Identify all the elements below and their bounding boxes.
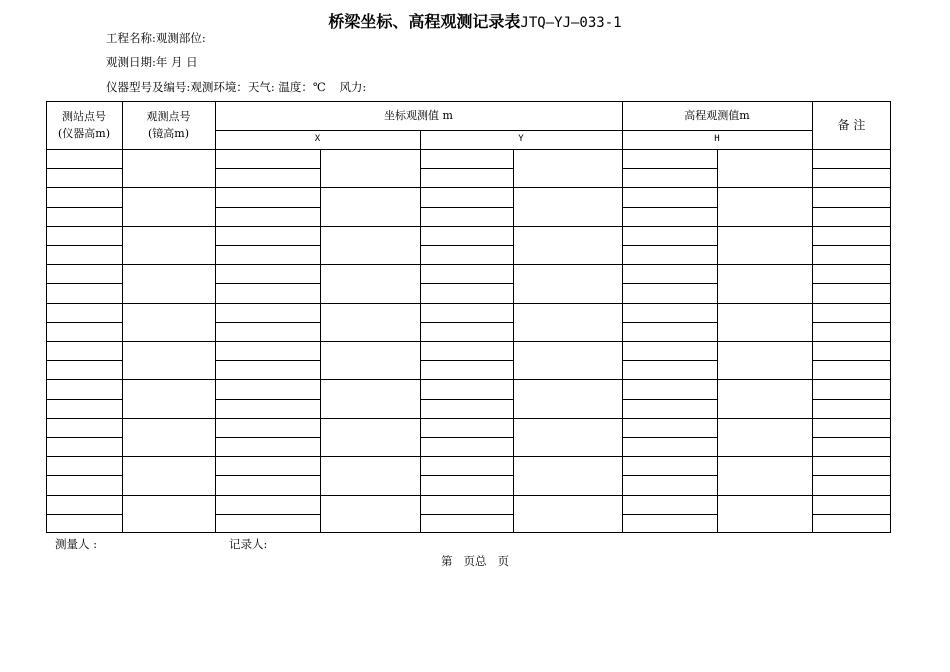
header-elevation: 高程观测值m xyxy=(684,109,750,122)
page-counter: 第 页总 页 xyxy=(441,554,509,568)
recorder-field xyxy=(229,536,267,552)
location-label: 观测部位: xyxy=(155,31,206,45)
header-station xyxy=(46,108,122,142)
info-line-instrument xyxy=(106,79,366,95)
date-units: 年 月 日 xyxy=(155,55,198,69)
header-obs-line1: 观测点号 xyxy=(146,110,191,123)
project-label: 工程名称: xyxy=(106,31,156,45)
surveyor-label: 测量人 : xyxy=(55,537,98,551)
table-grid-lines xyxy=(46,101,891,534)
form-title xyxy=(0,9,950,32)
environment-label: 观测环境：天气: xyxy=(190,80,275,94)
info-line-date xyxy=(106,54,198,70)
form-title-text: 桥梁坐标、高程观测记录表 xyxy=(328,12,521,31)
date-label: 观测日期: xyxy=(106,55,156,69)
subheader-y: Y xyxy=(518,134,524,144)
header-remark: 备 注 xyxy=(837,118,866,132)
record-table xyxy=(46,101,891,533)
instrument-label: 仪器型号及编号: xyxy=(106,80,191,94)
surveyor-field xyxy=(55,536,97,552)
header-station-line1: 测站点号 xyxy=(62,110,106,123)
recorder-label: 记录人: xyxy=(229,537,268,551)
header-station-line2: (仪器高m) xyxy=(57,127,110,140)
info-line-project xyxy=(106,30,206,46)
wind-label: 风力: xyxy=(339,80,367,94)
form-code: JTQ—YJ—033-1 xyxy=(520,15,622,31)
header-coordinates: 坐标观测值 m xyxy=(384,109,453,122)
header-obs-line2: (镜高m) xyxy=(147,127,189,140)
temperature-label: 温度：℃ xyxy=(278,80,326,94)
subheader-x: X xyxy=(314,134,321,144)
header-obs-point xyxy=(122,108,215,142)
subheader-h: H xyxy=(714,134,720,144)
